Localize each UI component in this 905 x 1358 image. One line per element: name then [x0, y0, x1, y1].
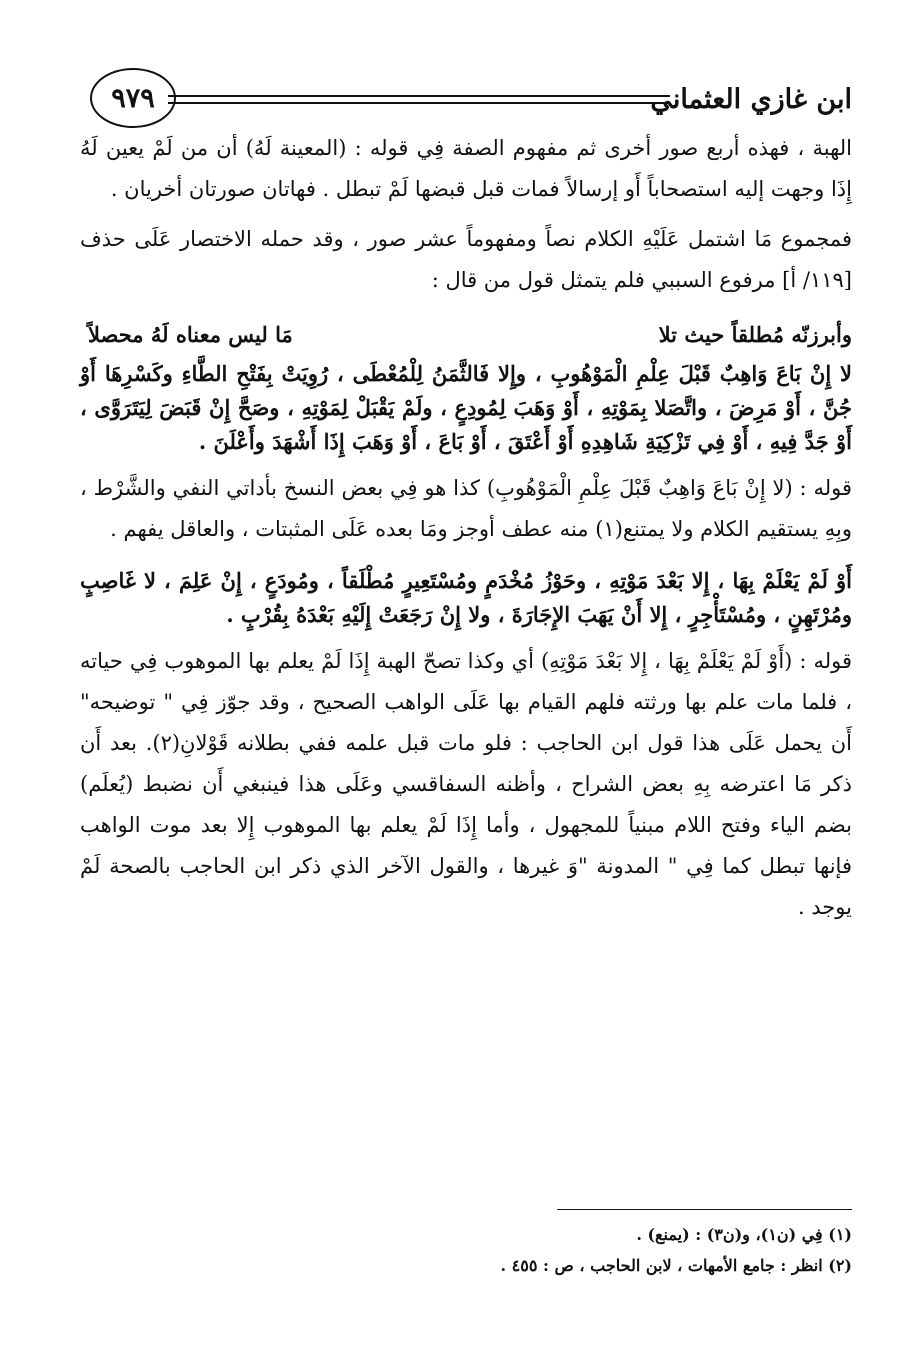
- header-rule-top: [168, 95, 670, 97]
- verse-second-hemistich: مَا ليس معناه لَهُ محصلاً: [88, 322, 293, 347]
- page-header: [80, 62, 852, 138]
- commentary-1: قوله : (لا إِنْ بَاعَ وَاهِبٌ قَبْلَ عِلْمِ الْمَوْهُوبِ) كذا هو فِي بعض النسخ بأداتي النفي والشَّرْط ، وبِهِ يستقيم الكلام ولا يمتنع(١) منه عطف أوجز ومَا بعده عَلَى المثبتات ، والعاقل يفهم .: [80, 476, 852, 541]
- matn-text-1: لا إِنْ بَاعَ وَاهِبٌ قَبْلَ عِلْمِ الْمَوْهُوبِ ، وإِلا فَالثَّمَنُ لِلْمُعْطَى ، رُوِيَتْ بِفَتْحِ الطَّاءِ وكَسْرِهَا أَوْ جُنَّ ، أَوْ مَرِضَ ، واتَّصَلا بِمَوْتِهِ ، أَوْ وَهَبَ لِمُودِعٍ ، ولَمْ يَقْبَلْ لِمَوْتِهِ ، وصَحَّ إِنْ قَبَضَ لِيَتَرَوَّى ، أَوْ جَدَّ فِيهِ ، أَوْ فِي تَزْكِيَةِ شَاهِدِهِ أَوْ أَعْتَقَ ، أَوْ بَاعَ ، أَوْ وَهَبَ إِذَا أَشْهَدَ وأَعْلَنَ .: [80, 361, 852, 454]
- footnote-1: (١) فِي (ن١)، و(ن٣) : (يمنع) .: [636, 1225, 852, 1244]
- paragraph-2: فمجموع مَا اشتمل عَلَيْهِ الكلام نصاً ومفهوماً عشر صور ، وقد حمله الاختصار عَلَى حذف [١١٩/ أ] مرفوع السببي فلم يتمثل قول من قال :: [80, 227, 852, 292]
- paragraph-1: الهبة ، فهذه أربع صور أخرى ثم مفهوم الصفة فِي قوله : (المعينة لَهُ) أن من لَمْ يعين لَهُ إِذَا وجهت إليه استصحاباً أَو إرسالاً فمات قبل قبضها لَمْ تبطل . فهاتان صورتان أخريان .: [80, 136, 852, 201]
- matn-text-2: أَوْ لَمْ يَعْلَمْ بِهَا ، إِلا بَعْدَ مَوْتِهِ ، وحَوْزُ مُخْدَمٍ ومُسْتَعِيرٍ مُطْلَقاً ، ومُودَعٍ ، إِنْ عَلِمَ ، لا غَاصِبٍ ومُرْتَهِنٍ ، ومُسْتَأْجِرٍ ، إِلا أَنْ يَهَبَ الإِجَارَةَ ، ولا إِنْ رَجَعَتْ إِلَيْهِ بَعْدَهُ بِقُرْبٍ .: [80, 568, 852, 627]
- header-rule-bottom: [168, 102, 670, 104]
- footnote-separator: [557, 1209, 852, 1210]
- commentary-2: قوله : (أَوْ لَمْ يَعْلَمْ بِهَا ، إِلا بَعْدَ مَوْتِهِ) أي وكذا تصحّ الهبة إِذَا لَمْ يعلم بها الموهوب فِي حياته ، فلما مات علم بها ورثته فلهم القيام بها عَلَى الواهب الصحيح ، وقد جوّز فِي " توضيحه" أَن يحمل عَلَى هذا قول ابن الحاجب : فلو مات قبل علمه ففي بطلانه قَوْلانِ(٢). بعد أَن ذكر مَا اعترضه بِهِ بعض الشراح ، وأظنه السفاقسي وعَلَى هذا فينبغي أَن نضبط (يُعلَم) بضم الياء وفتح اللام مبنياً للمجهول ، وأما إِذَا لَمْ يعلم بها الموهوب إِلا بعد موت الواهب فإنها تبطل كما فِي " المدونة "وَ غيرها ، والقول الآخر الذي ذكر ابن الحاجب بالصحة لَمْ يوجد .: [80, 649, 853, 919]
- footnote-2: (٢) انظر : جامع الأمهات ، لابن الحاجب ، ص : ٤٥٥ .: [500, 1256, 852, 1275]
- verse-first-hemistich: وأبرزنّه مُطلقاً حيث تلا: [658, 322, 852, 347]
- page-body: [80, 128, 852, 928]
- poetry-verse: [80, 313, 852, 357]
- page-number: ٩٧٩: [90, 68, 176, 128]
- running-title: ابن غازي العثماني: [650, 84, 852, 115]
